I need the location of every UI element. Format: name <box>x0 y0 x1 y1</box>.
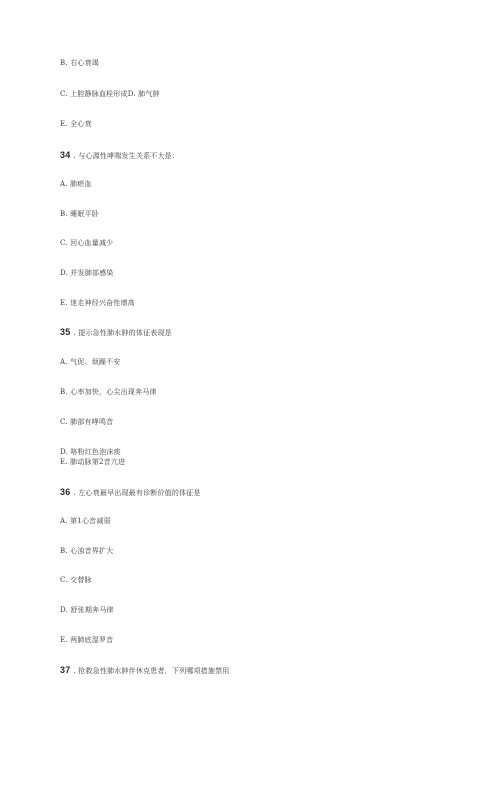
question-36 <box>60 486 201 498</box>
question-stem: . 抢救急性肺水肿伴休克患者，下列哪项措施禁用 <box>73 667 230 675</box>
question-number: 35 <box>60 327 71 337</box>
question-number: 34 <box>60 150 71 160</box>
q34-option-c: C. 回心血量减少 <box>60 239 114 247</box>
q35-option-e: E. 肺动脉第2音亢进 <box>60 458 126 466</box>
q36-option-c: C. 交替脉 <box>60 576 92 584</box>
q34-option-e: E. 迷走神经兴奋性增高 <box>60 299 135 307</box>
q34-option-b: B. 睡眠平卧 <box>60 210 99 218</box>
q35-option-c: C. 肺部有哮鸣音 <box>60 418 114 426</box>
q36-option-b: B. 心浊音界扩大 <box>60 547 114 555</box>
question-stem: . 提示急性肺水肿的体征表现是 <box>73 329 172 337</box>
question-stem: . 左心衰最早出现最有诊断价值的体征是 <box>73 489 201 497</box>
q33-option-e: E. 全心衰 <box>60 120 92 128</box>
q36-option-a: A. 第1心音减弱 <box>60 517 111 525</box>
question-37 <box>60 664 229 676</box>
question-stem: . 与心源性哮喘发生关系不大是： <box>73 152 180 160</box>
question-number: 37 <box>60 665 71 675</box>
q36-option-e: E. 两肺底湿罗音 <box>60 636 114 644</box>
q36-option-d: D. 舒张期奔马律 <box>60 606 114 614</box>
q35-option-d: D. 咯粉红色泡沫痰 <box>60 448 121 456</box>
q35-option-b: B. 心率加快，心尖出现奔马律 <box>60 388 157 396</box>
q33-option-c-d: C. 上腔静脉血栓形成D. 肺气肿 <box>60 90 160 98</box>
question-35 <box>60 326 172 338</box>
q34-option-d: D. 并发肺部感染 <box>60 269 114 277</box>
q34-option-a: A. 肺瘀血 <box>60 180 92 188</box>
question-34 <box>60 149 179 161</box>
q35-option-a: A. 气促、烦躁不安 <box>60 358 121 366</box>
question-number: 36 <box>60 487 71 497</box>
q33-option-b: B. 右心衰竭 <box>60 59 99 67</box>
